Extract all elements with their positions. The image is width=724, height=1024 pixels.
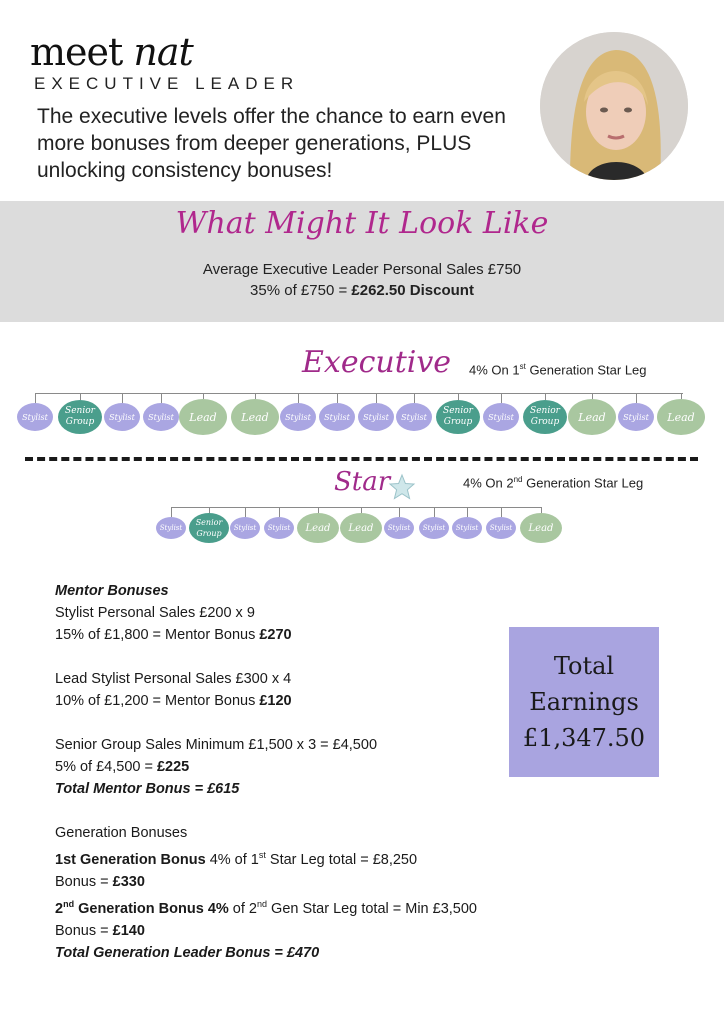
mentor-line-stylist-sales: Stylist Personal Sales £200 x 9 [55,605,255,621]
star-note [463,475,643,490]
tree-stem [122,393,123,403]
brand-logo [30,30,193,74]
gen2-text-b: Gen Star Leg total = Min £3,500 [267,900,477,917]
mentor-lead-bonus-text: 10% of £1,200 = Mentor Bonus [55,693,260,709]
portrait-image [540,32,688,180]
role-title: EXECUTIVE LEADER [34,74,300,93]
node-senior: Senior Group [523,400,567,434]
tree-stem [161,393,162,403]
node-senior: Senior Group [189,513,229,543]
node-stylist: Stylist [104,403,140,431]
node-stylist: Stylist [384,517,414,539]
gen2-label-sup: nd [63,898,75,909]
mentor-line-senior-sales: Senior Group Sales Minimum £1,500 x 3 = £4,500 [55,737,378,753]
gen2-label-a: 2 [55,900,64,917]
executive-note-suffix: Generation Star Leg [525,362,647,378]
tree-stem [337,393,338,403]
mentor-stylist-bonus-amount: £270 [259,627,292,643]
mentor-line-senior-bonus [55,756,477,778]
star-title: Star [334,467,391,497]
node-stylist: Stylist [618,403,654,431]
node-lead: Lead [179,399,227,435]
executive-note-sup: st [519,362,526,371]
tree-stem [298,393,299,403]
tree-stem [501,393,502,403]
node-stylist: Stylist [264,517,294,539]
generation-heading: Generation Bonuses [55,825,188,841]
band-line-sales: Average Executive Leader Personal Sales £750 [202,261,522,278]
tree-stem [545,393,546,400]
node-lead: Lead [340,513,382,543]
gen1-sup: st [258,850,266,860]
gen1-text-b: Star Leg total = £8,250 [265,851,418,868]
star-note-sup: nd [513,475,523,484]
generation-line-1 [55,844,477,871]
executive-note [469,362,647,377]
total-earnings-amount: £1,347.50 [522,724,646,752]
star-icon [388,473,416,506]
tree-stem [636,393,637,403]
mentor-heading: Mentor Bonuses [55,583,169,599]
intro-text: The executive levels offer the chance to earn even more bonuses from deeper generations, PLUS unlocking consistency bonuses! [37,105,506,182]
node-senior: Senior Group [58,400,102,434]
profile-photo [540,32,688,180]
node-stylist: Stylist [319,403,355,431]
tree-stem [467,507,468,517]
tree-stem [171,507,172,517]
brand-text-meet: meet [30,30,123,74]
tree-stem [376,393,377,403]
tree-stem [458,393,459,400]
discount-prefix: 35% of £750 = [250,282,352,299]
node-stylist: Stylist [143,403,179,431]
tree-stem [501,507,502,517]
mentor-bonuses-block [55,580,477,964]
node-stylist: Stylist [483,403,519,431]
gen1-label: 1st Generation Bonus [55,851,206,868]
node-stylist: Stylist [17,403,53,431]
node-stylist: Stylist [156,517,186,539]
gen2-bonus-text: Bonus = [55,922,113,939]
generation-bonus-1 [55,871,477,893]
total-earnings-line-2: Earnings [529,688,639,716]
mentor-stylist-bonus-text: 15% of £1,800 = Mentor Bonus [55,627,260,643]
band-line-discount [0,282,724,299]
node-stylist: Stylist [486,517,516,539]
mentor-line-lead-sales: Lead Stylist Personal Sales £300 x 4 [55,671,292,687]
node-stylist: Stylist [396,403,432,431]
generation-line-2 [55,893,477,920]
node-stylist: Stylist [452,517,482,539]
band-title: What Might It Look Like [175,206,549,241]
tree-stem [399,507,400,517]
node-stylist: Stylist [419,517,449,539]
gen1-bonus-text: Bonus = [55,873,113,890]
node-lead: Lead [657,399,705,435]
mentor-line-lead-bonus [55,690,477,712]
gen2-label-b: Generation Bonus 4% [74,900,229,917]
node-lead: Lead [520,513,562,543]
node-stylist: Stylist [230,517,260,539]
node-lead: Lead [568,399,616,435]
node-lead: Lead [297,513,339,543]
mentor-lead-bonus-amount: £120 [259,693,292,709]
executive-tree-connector [35,393,683,394]
tree-stem [80,393,81,400]
executive-note-text: 4% On 1 [469,362,520,378]
gen2-sup: nd [257,898,268,909]
tree-stem [414,393,415,403]
mentor-total: Total Mentor Bonus = £615 [55,781,240,797]
tree-stem [434,507,435,517]
executive-title: Executive [302,345,452,380]
star-note-suffix: Generation Star Leg [522,475,644,491]
total-earnings-box [509,627,659,777]
node-senior: Senior Group [436,400,480,434]
node-stylist: Stylist [280,403,316,431]
gen1-bonus-amount: £330 [112,873,145,890]
level-divider [25,457,698,461]
node-stylist: Stylist [358,403,394,431]
mentor-senior-bonus-text: 5% of £4,500 = [55,759,157,775]
gen2-text-a: of 2 [228,900,257,917]
tree-stem [35,393,36,403]
tree-stem [279,507,280,517]
mentor-senior-bonus-amount: £225 [156,759,190,775]
tree-stem [245,507,246,517]
generation-total: Total Generation Leader Bonus = £470 [55,944,320,961]
brand-text-nat: nat [133,30,193,74]
gen1-text-a: 4% of 1 [205,851,259,868]
mentor-line-stylist-bonus [55,624,477,646]
total-earnings-line-1: Total [553,652,615,680]
gen2-bonus-amount: £140 [112,922,145,939]
generation-bonus-2 [55,920,477,942]
star-tree-connector [171,507,541,508]
star-note-text: 4% On 2 [463,475,514,491]
discount-amount: £262.50 Discount [351,282,474,299]
node-lead: Lead [231,399,279,435]
gen2-label [55,898,229,917]
